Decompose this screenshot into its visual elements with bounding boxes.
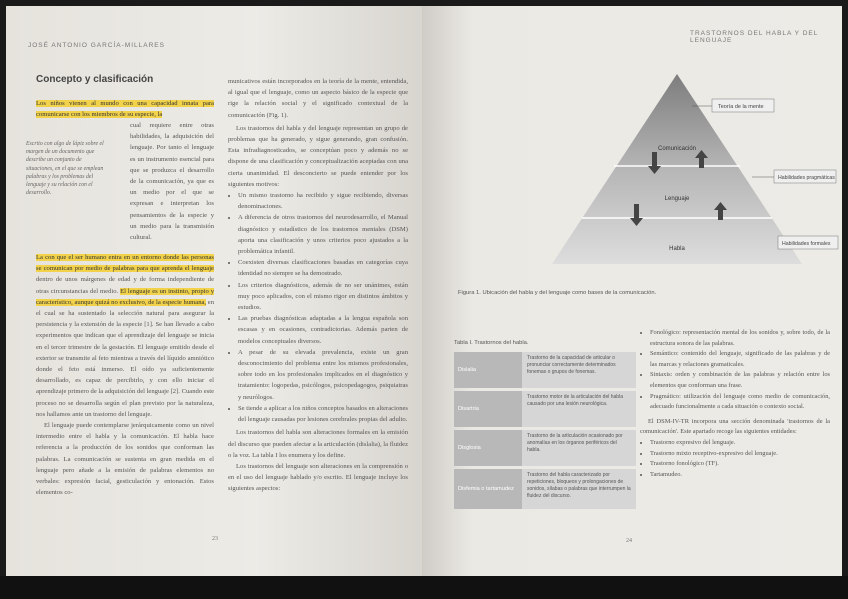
table-cell-name: Disfemia o tartamudez: [454, 469, 522, 509]
list-item: • Tartamudeo.: [650, 470, 830, 481]
dsm-entities-list: [640, 438, 830, 480]
section-heading: Concepto y clasificación: [36, 74, 154, 85]
right-page: [422, 6, 842, 576]
callout-label: Habilidades pragmáticas: [778, 175, 835, 181]
callout-label: Teoría de la mente: [718, 104, 764, 110]
list-item: • Fonológico: representación mental de los sonidos y, sobre todo, de la estructura sonora de las palabras.: [650, 328, 830, 349]
column-1-body: [36, 252, 214, 498]
pyramid-label-top: Comunicación: [657, 146, 697, 152]
table-row: [454, 430, 636, 466]
pyramid-figure: [542, 54, 842, 304]
book-spread: [6, 6, 842, 576]
page-number-right: 24: [626, 538, 632, 544]
figure-caption: Figura 1. Ubicación del habla y del lenguaje como bases de la comunicación.: [458, 290, 657, 296]
pyramid-label-middle: Lenguaje: [664, 196, 690, 202]
column-2: [228, 76, 408, 495]
left-page: [6, 6, 422, 576]
column-1-top: [36, 98, 214, 120]
paragraph-7: Los trastornos del habla son alteraciones formales en la emisión del discurso que pueden afectar a la articulación (dislalia), la fluidez o la voz. La tabla I los enumera y los define.: [228, 429, 408, 459]
list-item: • Se tiende a aplicar a los niños conceptos basados en alteraciones del lenguaje causadas por lesiones cerebrales propias del adulto.: [238, 403, 408, 425]
paragraph-2: dentro de unos márgenes de edad y de forma independiente de otras circunstancias del medio.: [36, 276, 214, 295]
table-cell-desc: Trastorno motor de la articulación del habla causado por una lesión neurológica.: [522, 391, 636, 427]
table-cell-desc: Trastorno de la articulación ocasionado por anomalías en los órganos periféricos del habla.: [522, 430, 636, 466]
pyramid-label-bottom: Habla: [669, 246, 685, 252]
list-item: • Los criterios diagnósticos, además de no ser unánimes, están muy poco aplicados, con el mismo rigor en distintos ámbitos y estudios.: [238, 280, 408, 314]
table-cell-name: Disglosia: [454, 430, 522, 466]
speech-disorders-table: [454, 340, 636, 506]
table-cell-desc: Trastorno del habla caracterizado por repeticiones, bloqueos y prolongaciones de sonidos, sílabas o palabras que interrumpen la fluidez del discurso.: [522, 469, 636, 509]
paragraph-3: en el cual se ha sustentado la selección natural para asegurar la persistencia y la extensión de la especie [1]. Se han llevado a cabo experimentos que indican que el aprendizaje del lenguaje se inicia en el tercer trimestre de la gestación. El lenguaje emitido desde el exterior se transmite al feto mientras a través del líquido amniótico donde el feto está inmerso. El oído ya suficientemente desarrollado, es capaz de percibirlo, y con ello iniciar el aprendizaje primero de la adquisición del lenguaje [2]. Cuando este proceso no se desarrolla según el plan previsto por la naturaleza, nos hallamos ante un trastorno del lenguaje.: [36, 298, 214, 418]
right-column-text: [640, 328, 830, 480]
running-head-right: TRASTORNOS DEL HABLA Y DEL LENGUAJE: [690, 30, 819, 44]
list-item: • Las pruebas diagnósticas adaptadas a la lengua española son escasas y en ocasiones, contradictorias. Además parten de modelos conceptuales diversos.: [238, 313, 408, 347]
running-head-left: JOSÉ ANTONIO GARCÍA-MILLARES: [28, 42, 165, 49]
reasons-list: [228, 190, 408, 425]
list-item: • A diferencia de otros trastornos del neurodesarrollo, el Manual diagnóstico y estadístico de los trastornos mentales (DSM) aporta una clasificación y unos criterios poco ajustados a la problemática infantil.: [238, 212, 408, 257]
table-cell-desc: Trastorno de la capacidad de articular o pronunciar correctamente determinados fonemas o grupos de fonemas.: [522, 352, 636, 388]
list-item: • Coexisten diversas clasificaciones basadas en categorías cuya identidad no siempre se ha demostrado.: [238, 257, 408, 279]
column-1-wrap: [130, 120, 214, 243]
list-item: • Un mismo trastorno ha recibido y sigue recibiendo, diversas denominaciones.: [238, 190, 408, 212]
highlight-3: El lenguaje es un instinto, propio y característico, aunque quizá no exclusivo, de la especie humana,: [36, 287, 214, 306]
table-title: Tabla I. Trastornos del habla.: [454, 340, 529, 346]
table-row: [454, 352, 636, 388]
margin-note: Escrito con algo de lápiz sobre el margen de un documento que describe un conjunto de situaciones, en el que se emplean palabras y los problemas del lenguaje y su relación con el desarrollo.: [26, 141, 104, 197]
list-item: • Trastorno mixto receptivo-expresivo del lenguaje.: [650, 449, 830, 460]
highlight-1: Los niños vienen al mundo con una capacidad innata para comunicarse con los miembros de su especie, la: [36, 100, 214, 119]
table-cell-name: Disartria: [454, 391, 522, 427]
table-row: [454, 391, 636, 427]
paragraph-8: Los trastornos del lenguaje son alteraciones en la comprensión o en el uso del lenguaje hablado y/o escrito. El lenguaje incluye los siguientes aspectos:: [228, 462, 408, 493]
page-number-left: 23: [212, 536, 218, 542]
highlight-2: La con que el ser humano entra en un entorno donde las personas se comunican por medio de palabras para que aprenda el lenguaje: [36, 254, 214, 273]
paragraph-1: cual requiere entre otras habilidades, la adquisición del lenguaje. Por tanto el lenguaje es un instrumento esencial para que se produzca el desarrollo de la comunicación, ya que es un medio por el que se expresan e interpretan los pensamientos de la especie y un medio para la transmisión cultural.: [130, 122, 214, 242]
paragraph-dsm: El DSM-IV-TR incorpora una sección denominada 'trastornos de la comunicación'. Este apartado recoge las siguientes entidades:: [640, 417, 830, 436]
list-item: • Trastorno expresivo del lenguaje.: [650, 438, 830, 449]
language-aspects-list: [640, 328, 830, 413]
paragraph-6: Los trastornos del habla y del lenguaje representan un grupo de problemas que ha generado, y sigue generando, gran confusión. Esta infradiagnosticados, se conceptúan poco y además no se dispone de una clasificación y conceptualización aceptadas con una cierta unanimidad. El desconcierto se puede entender por los siguientes motivos:: [228, 124, 408, 188]
paragraph-5: municativos están incorporados en la teoría de la mente, entendida, al igual que el lenguaje, como un aspecto básico de la especie que rige la relación social y el significado contextual de la comunicación (Fig. 1).: [228, 78, 408, 119]
paragraph-4: El lenguaje puede contemplarse jerárquicamente como un nivel intermedio entre el habla y la comunicación. El habla hace referencia a la producción de los sonidos que conforman las palabras. La comunicación se sustenta en gran medida en el lenguaje pero añade a la emisión de palabras elementos no verbales: expresión facial, gesticulación y entonación. Estos elementos co-: [36, 422, 214, 497]
list-item: • Semántico: contenido del lenguaje, significado de las palabras y de las marcas y relaciones gramaticales.: [650, 349, 830, 370]
list-item: • Sintaxis: orden y combinación de las palabras y relación entre los elementos que conforman una frase.: [650, 370, 830, 391]
list-item: • Pragmático: utilización del lenguaje como medio de comunicación, adecuado funcionalmente a cada situación o contexto social.: [650, 392, 830, 413]
list-item: • A pesar de su elevada prevalencia, existe un gran desconocimiento del problema entre los mismos profesionales, sobre todo en los profesionales implicados en el diagnóstico y tratamiento: logopedas, psicólogos, psicopedagogos, psiquiatras y neurólogos.: [238, 347, 408, 403]
list-item: • Trastorno fonológico (TF).: [650, 459, 830, 470]
callout-label: Habilidades formales: [782, 241, 831, 247]
table-cell-name: Dislalia: [454, 352, 522, 388]
scan-edge: [0, 576, 848, 599]
table-row: [454, 469, 636, 509]
